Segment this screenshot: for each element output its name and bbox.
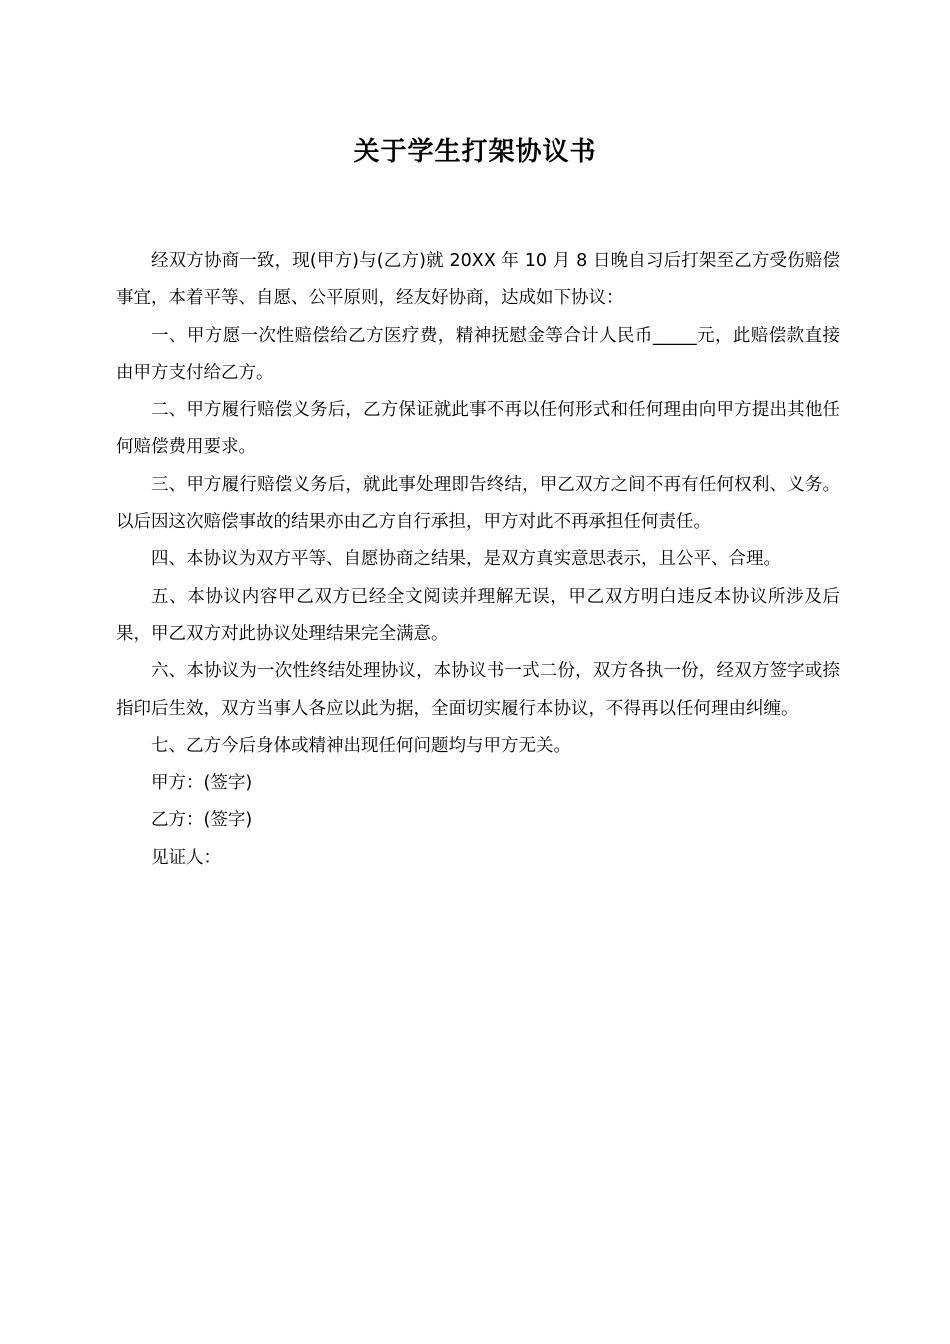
witness-signature: 见证人： bbox=[151, 847, 221, 868]
clause-2: 二、甲方履行赔偿义务后，乙方保证就此事不再以任何形式和任何理由向甲方提出其他任何赔偿费用要求。 bbox=[116, 400, 840, 458]
clause-3: 三、甲方履行赔偿义务后，就此事处理即告终结，甲乙双方之间不再有任何权利、义务。以后因这次赔偿事故的结果亦由乙方自行承担，甲方对此不再承担任何责任。 bbox=[116, 474, 840, 533]
document-body bbox=[116, 243, 840, 877]
clause-6: 六、本协议为一次性终结处理协议，本协议书一式二份，双方各执一份，经双方签字或捺指印后生效，双方当事人各应以此为据，全面切实履行本协议，不得再以任何理由纠缠。 bbox=[116, 661, 840, 719]
clause-1: 一、甲方愿一次性赔偿给乙方医疗费，精神抚慰金等合计人民币_____元，此赔偿款直接由甲方支付给乙方。 bbox=[116, 325, 840, 383]
document-title: 关于学生打架协议书 bbox=[353, 137, 597, 167]
clause-4: 四、本协议为双方平等、自愿协商之结果，是双方真实意思表示，且公平、合理。 bbox=[151, 549, 781, 570]
clause-5: 五、本协议内容甲乙双方已经全文阅读并理解无误，甲乙双方明白违反本协议所涉及后果，甲乙双方对此协议处理结果完全满意。 bbox=[116, 586, 840, 644]
party-b-signature: 乙方：(签字) bbox=[151, 810, 253, 831]
party-a-signature: 甲方：(签字) bbox=[151, 773, 253, 794]
clause-7: 七、乙方今后身体或精神出现任何问题均与甲方无关。 bbox=[151, 735, 571, 756]
intro-paragraph: 经双方协商一致，现(甲方)与(乙方)就 20XX 年 10 月 8 日晚自习后打架至乙方受伤赔偿事宜，本着平等、自愿、公平原则，经友好协商，达成如下协议： bbox=[116, 251, 840, 309]
